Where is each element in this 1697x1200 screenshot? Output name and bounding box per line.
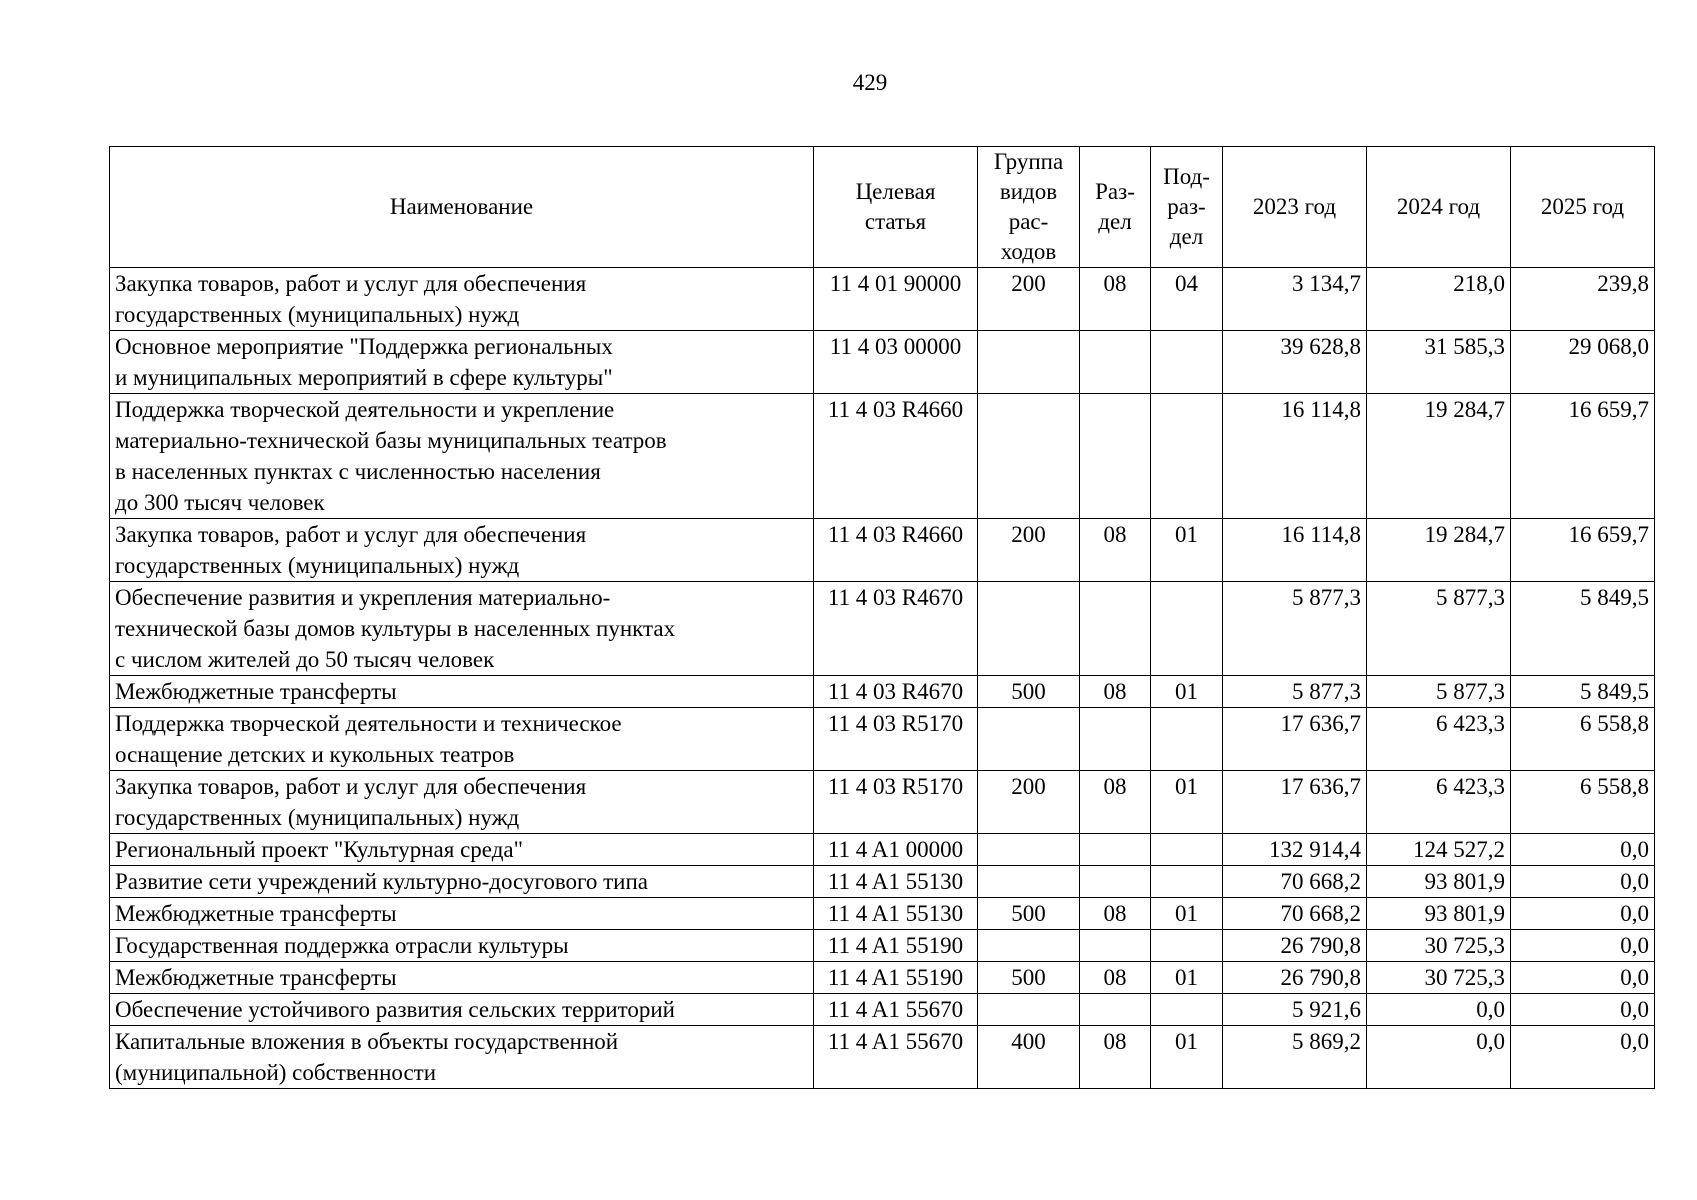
cell-name: Обеспечение устойчивого развития сельских территорий — [110, 994, 814, 1026]
table-row — [110, 394, 1655, 519]
cell-2025: 6 558,8 — [1511, 771, 1655, 834]
cell-2025: 16 659,7 — [1511, 519, 1655, 582]
cell-subsection: 01 — [1151, 962, 1223, 994]
cell-2024: 5 877,3 — [1367, 676, 1511, 708]
cell-2023: 17 636,7 — [1223, 771, 1367, 834]
table-row — [110, 898, 1655, 930]
cell-target: 11 4 03 R4670 — [814, 582, 978, 676]
cell-section — [1080, 930, 1151, 962]
cell-subsection: 01 — [1151, 519, 1223, 582]
table-row — [110, 708, 1655, 771]
table-row — [110, 582, 1655, 676]
cell-target: 11 4 A1 00000 — [814, 834, 978, 866]
cell-2025: 0,0 — [1511, 898, 1655, 930]
cell-name: Обеспечение развития и укрепления материально- технической базы домов культуры в населенных пунктах с числом жителей до 50 тысяч человек — [110, 582, 814, 676]
cell-section — [1080, 708, 1151, 771]
cell-section: 08 — [1080, 676, 1151, 708]
cell-2025: 29 068,0 — [1511, 331, 1655, 394]
header-section: Раз- дел — [1080, 147, 1151, 268]
table-row — [110, 834, 1655, 866]
cell-target: 11 4 03 00000 — [814, 331, 978, 394]
cell-group — [978, 394, 1080, 519]
cell-group: 400 — [978, 1026, 1080, 1089]
cell-name: Развитие сети учреждений культурно-досугового типа — [110, 866, 814, 898]
table-row — [110, 1026, 1655, 1089]
cell-2024: 6 423,3 — [1367, 771, 1511, 834]
cell-target: 11 4 A1 55670 — [814, 994, 978, 1026]
cell-2025: 6 558,8 — [1511, 708, 1655, 771]
cell-section — [1080, 331, 1151, 394]
cell-2024: 19 284,7 — [1367, 394, 1511, 519]
cell-target: 11 4 03 R5170 — [814, 771, 978, 834]
cell-subsection: 04 — [1151, 268, 1223, 331]
cell-group: 500 — [978, 898, 1080, 930]
cell-section: 08 — [1080, 898, 1151, 930]
table-row — [110, 331, 1655, 394]
cell-group: 200 — [978, 519, 1080, 582]
cell-section: 08 — [1080, 962, 1151, 994]
cell-2023: 70 668,2 — [1223, 866, 1367, 898]
cell-target: 11 4 A1 55130 — [814, 866, 978, 898]
cell-2025: 0,0 — [1511, 930, 1655, 962]
cell-2023: 132 914,4 — [1223, 834, 1367, 866]
cell-target: 11 4 A1 55190 — [814, 930, 978, 962]
cell-2025: 0,0 — [1511, 834, 1655, 866]
cell-target: 11 4 03 R4670 — [814, 676, 978, 708]
cell-subsection: 01 — [1151, 898, 1223, 930]
cell-2025: 16 659,7 — [1511, 394, 1655, 519]
budget-table — [109, 146, 1655, 1089]
cell-2024: 0,0 — [1367, 994, 1511, 1026]
cell-name: Закупка товаров, работ и услуг для обеспечения государственных (муниципальных) нужд — [110, 519, 814, 582]
cell-group — [978, 930, 1080, 962]
cell-2023: 16 114,8 — [1223, 519, 1367, 582]
header-group: Группа видов рас- ходов — [978, 147, 1080, 268]
cell-name: Межбюджетные трансферты — [110, 962, 814, 994]
cell-2023: 5 921,6 — [1223, 994, 1367, 1026]
cell-subsection — [1151, 834, 1223, 866]
cell-name: Межбюджетные трансферты — [110, 898, 814, 930]
cell-subsection: 01 — [1151, 1026, 1223, 1089]
cell-name: Региональный проект "Культурная среда" — [110, 834, 814, 866]
cell-name: Поддержка творческой деятельности и техническое оснащение детских и кукольных театров — [110, 708, 814, 771]
cell-target: 11 4 03 R4660 — [814, 394, 978, 519]
table-row — [110, 771, 1655, 834]
cell-subsection — [1151, 394, 1223, 519]
cell-group — [978, 708, 1080, 771]
cell-subsection — [1151, 866, 1223, 898]
cell-2025: 0,0 — [1511, 866, 1655, 898]
cell-2023: 5 869,2 — [1223, 1026, 1367, 1089]
cell-2024: 124 527,2 — [1367, 834, 1511, 866]
cell-subsection — [1151, 708, 1223, 771]
cell-2023: 5 877,3 — [1223, 582, 1367, 676]
cell-group: 500 — [978, 676, 1080, 708]
table-body — [110, 268, 1655, 1089]
cell-subsection — [1151, 582, 1223, 676]
header-name: Наименование — [110, 147, 814, 268]
header-2023: 2023 год — [1223, 147, 1367, 268]
cell-target: 11 4 01 90000 — [814, 268, 978, 331]
cell-2023: 5 877,3 — [1223, 676, 1367, 708]
cell-target: 11 4 03 R4660 — [814, 519, 978, 582]
cell-2024: 31 585,3 — [1367, 331, 1511, 394]
table-header-row — [110, 147, 1655, 268]
cell-2023: 26 790,8 — [1223, 962, 1367, 994]
table-row — [110, 962, 1655, 994]
cell-name: Закупка товаров, работ и услуг для обеспечения государственных (муниципальных) нужд — [110, 771, 814, 834]
header-target: Целевая статья — [814, 147, 978, 268]
table-row — [110, 930, 1655, 962]
cell-name: Межбюджетные трансферты — [110, 676, 814, 708]
cell-2024: 93 801,9 — [1367, 898, 1511, 930]
cell-2023: 26 790,8 — [1223, 930, 1367, 962]
table-row — [110, 676, 1655, 708]
cell-2024: 93 801,9 — [1367, 866, 1511, 898]
table-row — [110, 519, 1655, 582]
header-2025: 2025 год — [1511, 147, 1655, 268]
cell-2023: 17 636,7 — [1223, 708, 1367, 771]
cell-subsection: 01 — [1151, 771, 1223, 834]
cell-target: 11 4 03 R5170 — [814, 708, 978, 771]
cell-2025: 239,8 — [1511, 268, 1655, 331]
cell-2024: 5 877,3 — [1367, 582, 1511, 676]
cell-subsection: 01 — [1151, 676, 1223, 708]
cell-2025: 0,0 — [1511, 994, 1655, 1026]
cell-2023: 3 134,7 — [1223, 268, 1367, 331]
cell-section — [1080, 994, 1151, 1026]
cell-group — [978, 331, 1080, 394]
cell-name: Поддержка творческой деятельности и укрепление материально-технической базы муниципальных театров в населенных пунктах с численностью населения до 300 тысяч человек — [110, 394, 814, 519]
cell-section: 08 — [1080, 1026, 1151, 1089]
cell-2024: 0,0 — [1367, 1026, 1511, 1089]
cell-name: Государственная поддержка отрасли культуры — [110, 930, 814, 962]
cell-target: 11 4 A1 55130 — [814, 898, 978, 930]
cell-2024: 6 423,3 — [1367, 708, 1511, 771]
cell-target: 11 4 A1 55670 — [814, 1026, 978, 1089]
cell-2024: 30 725,3 — [1367, 930, 1511, 962]
cell-2023: 16 114,8 — [1223, 394, 1367, 519]
cell-group — [978, 866, 1080, 898]
page-number: 429 — [852, 70, 888, 95]
cell-2025: 0,0 — [1511, 1026, 1655, 1089]
cell-name: Капитальные вложения в объекты государственной (муниципальной) собственности — [110, 1026, 814, 1089]
cell-name: Закупка товаров, работ и услуг для обеспечения государственных (муниципальных) нужд — [110, 268, 814, 331]
cell-section: 08 — [1080, 268, 1151, 331]
header-2024: 2024 год — [1367, 147, 1511, 268]
table-row — [110, 994, 1655, 1026]
cell-group — [978, 834, 1080, 866]
cell-2025: 0,0 — [1511, 962, 1655, 994]
cell-subsection — [1151, 930, 1223, 962]
cell-subsection — [1151, 331, 1223, 394]
cell-2024: 30 725,3 — [1367, 962, 1511, 994]
cell-2025: 5 849,5 — [1511, 582, 1655, 676]
cell-group: 500 — [978, 962, 1080, 994]
cell-section — [1080, 834, 1151, 866]
cell-2023: 70 668,2 — [1223, 898, 1367, 930]
cell-section — [1080, 582, 1151, 676]
cell-2025: 5 849,5 — [1511, 676, 1655, 708]
cell-2024: 218,0 — [1367, 268, 1511, 331]
cell-section — [1080, 394, 1151, 519]
table-row — [110, 268, 1655, 331]
cell-group — [978, 582, 1080, 676]
cell-2024: 19 284,7 — [1367, 519, 1511, 582]
header-subsection: Под- раз- дел — [1151, 147, 1223, 268]
cell-group — [978, 994, 1080, 1026]
cell-subsection — [1151, 994, 1223, 1026]
cell-section: 08 — [1080, 519, 1151, 582]
cell-name: Основное мероприятие "Поддержка региональных и муниципальных мероприятий в сфере культуры" — [110, 331, 814, 394]
table-row — [110, 866, 1655, 898]
cell-2023: 39 628,8 — [1223, 331, 1367, 394]
cell-target: 11 4 A1 55190 — [814, 962, 978, 994]
cell-section — [1080, 866, 1151, 898]
cell-group: 200 — [978, 771, 1080, 834]
cell-group: 200 — [978, 268, 1080, 331]
cell-section: 08 — [1080, 771, 1151, 834]
